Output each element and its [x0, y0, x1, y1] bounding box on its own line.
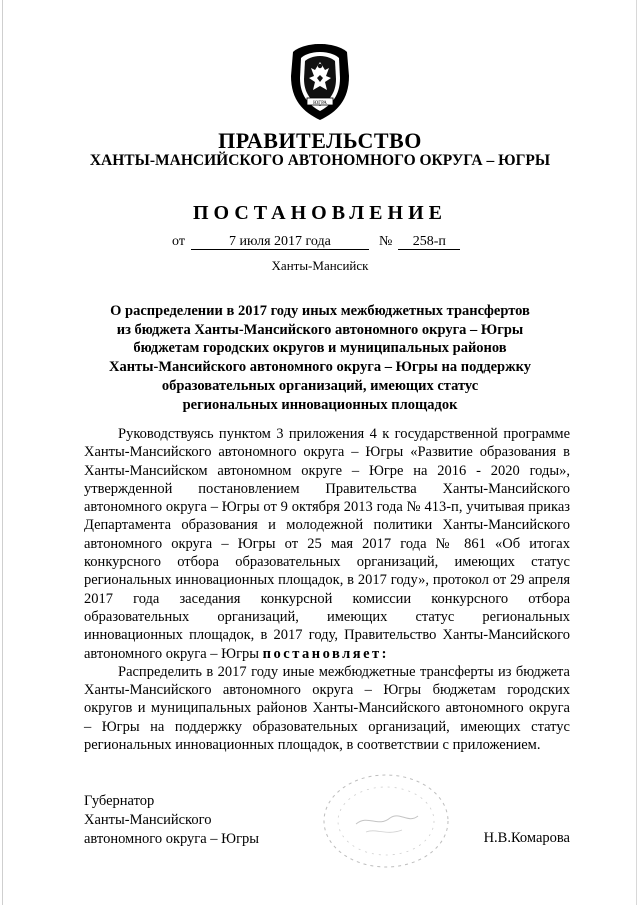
number-label: № [378, 234, 393, 249]
signatory-title-line: Губернатор [84, 793, 155, 809]
subject-line: из бюджета Ханты-Мансийского автономного округа – Югры [116, 321, 524, 338]
body-paragraph-2: Распределить в 2017 году иные межбюджетные трансферты из бюджета Ханты-Мансийского автономного округа – Югры бюджетам городских округов и муниципальных районов Ханты-Мансийского автономного округа – Югры на поддержку образовательных организаций, имеющих статус региональных инновационных площадок, в соответствии с приложением. [84, 663, 570, 754]
preamble-text: Руководствуясь пунктом 3 приложения 4 к государственной программе Ханты-Мансийского автономного округа – Югры «Развитие образования в Ханты-Мансийском автономном округе – Югре на 2016 - 2020 годы», утвержденной постановлением Правительства Ханты-Мансийского автономного округа – Югры от 9 октября 2013 года № 413-п, учитывая приказ Департамента образования и молодежной политики Ханты-Мансийского автономного округа – Югры от 25 мая 2017 года № 861 «Об итогах конкурсного отбора образовательных организаций, имеющих статус региональных инновационных площадок, в 2017 году», протокол от 29 апреля 2017 года заседания конкурсной комиссии конкурсного отбора образовательных организаций, имеющих статус региональных инновационных площадок, в 2017 году, Правительство Ханты-Мансийского автономного округа – Югры [84, 426, 570, 662]
signatory-title-line: автономного округа – Югры [84, 831, 260, 847]
subject-line: образовательных организаций, имеющих статус [161, 377, 479, 394]
city: Ханты-Мансийск [271, 258, 369, 273]
body-paragraph-1 [84, 425, 570, 663]
signatory-name: Н.В.Комарова [483, 830, 570, 846]
signatory-title-line: Ханты-Мансийского [84, 812, 212, 828]
coat-of-arms-emblem [287, 42, 353, 122]
emblem-text: ЮГРА [313, 100, 327, 106]
decrees-word: постановляет: [262, 645, 389, 662]
date-label: от [172, 234, 185, 249]
decree-date-line [172, 234, 460, 250]
subject-line: Ханты-Мансийского автономного округа – Югры на поддержку [108, 359, 532, 376]
region-title: ХАНТЫ-МАНСИЙСКОГО АВТОНОМНОГО ОКРУГА – ЮГРЫ [89, 152, 551, 169]
decree-number: 258-п [398, 234, 460, 250]
decree-title: ПОСТАНОВЛЕНИЕ [193, 202, 447, 224]
subject-line: региональных инновационных площадок [182, 396, 458, 413]
government-title: ПРАВИТЕЛЬСТВО [218, 128, 422, 153]
decree-date: 7 июля 2017 года [191, 234, 369, 250]
decree-body [84, 425, 570, 754]
official-stamp [316, 766, 456, 876]
signatory-title [84, 792, 259, 849]
subject-line: бюджетам городских округов и муниципальных районов [133, 340, 507, 357]
subject-line: О распределении в 2017 году иных межбюджетных трансфертов [110, 303, 530, 319]
decree-subject [90, 302, 550, 414]
